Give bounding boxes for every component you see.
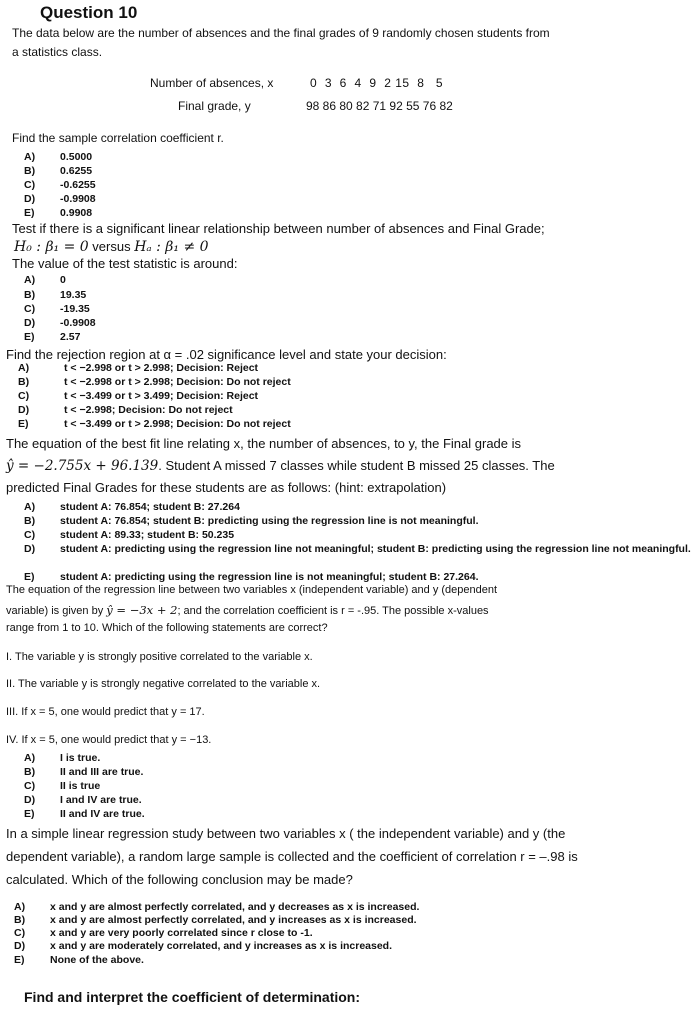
- table-y-label: Final grade, y: [178, 99, 251, 113]
- q1-option-e[interactable]: [24, 207, 92, 219]
- q4-option-d[interactable]: [24, 543, 692, 556]
- option-letter: B): [18, 376, 30, 388]
- q5-statement-1: I. The variable y is strongly positive correlated to the variable x.: [6, 651, 313, 663]
- option-letter: B): [24, 289, 36, 301]
- q4-line-2-text: . Student A missed 7 classes while student B missed 25 classes. The: [158, 458, 555, 473]
- q6-line-1: In a simple linear regression study between two variables x ( the independent variable) and y (the: [6, 826, 566, 841]
- q5-option-e[interactable]: [24, 808, 145, 820]
- q2-prompt-2: The value of the test statistic is around:: [12, 256, 238, 271]
- q5-option-a[interactable]: [24, 752, 100, 764]
- q6-line-2: dependent variable), a random large sample is collected and the coefficient of correlation r = –.98 is: [6, 849, 578, 864]
- option-text: II and IV are true.: [60, 808, 145, 820]
- option-text: I and IV are true.: [60, 794, 142, 806]
- q1-option-c[interactable]: [24, 179, 96, 191]
- hypothesis-versus: versus: [88, 239, 135, 254]
- regression-equation-2: ŷ = −3x + 2: [106, 603, 178, 617]
- option-letter: B): [24, 165, 36, 177]
- intro-line-1: The data below are the number of absences and the final grades of 9 randomly chosen students from: [12, 26, 550, 40]
- q3-prompt: Find the rejection region at α = .02 significance level and state your decision:: [6, 347, 447, 362]
- q6-option-b[interactable]: [14, 914, 417, 926]
- option-letter: C): [24, 303, 36, 315]
- option-letter: D): [18, 404, 30, 416]
- q4-option-c[interactable]: [24, 529, 234, 541]
- option-letter: A): [24, 752, 36, 764]
- q4-option-e[interactable]: [24, 571, 479, 583]
- option-text: t < −2.998 or t > 2.998; Decision: Reject: [64, 362, 259, 374]
- option-text: t < −2.998 or t > 2.998; Decision: Do not reject: [64, 376, 291, 388]
- table-x-label: Number of absences, x: [150, 76, 274, 90]
- q4-option-b[interactable]: [24, 515, 479, 527]
- q5-statement-3: III. If x = 5, one would predict that y = 17.: [6, 706, 205, 718]
- option-text: 0: [60, 274, 66, 286]
- q2-option-c[interactable]: [24, 303, 90, 315]
- q2-hypotheses: [14, 239, 209, 255]
- option-text: x and y are very poorly correlated since r close to -1.: [50, 927, 313, 939]
- option-letter: E): [18, 418, 29, 430]
- hypothesis-alternative: Hₐ : β₁ ≠ 0: [134, 239, 209, 255]
- q3-option-a[interactable]: [18, 362, 258, 374]
- question-title: Question 10: [40, 3, 138, 22]
- option-text: student A: 76.854; student B: predicting using the regression line is not meaningful.: [60, 515, 479, 527]
- option-text: student A: predicting using the regression line is not meaningful; student B: 27.264.: [60, 571, 479, 583]
- option-text: 0.9908: [60, 207, 93, 219]
- option-letter: C): [14, 927, 26, 939]
- q4-line-2: [6, 458, 555, 474]
- option-letter: E): [14, 954, 25, 966]
- option-letter: B): [24, 766, 36, 778]
- option-text: II is true: [60, 780, 101, 792]
- q2-option-e[interactable]: [24, 331, 80, 343]
- option-text: t < −3.499 or t > 2.998; Decision: Do not reject: [64, 418, 291, 430]
- q5-line-2-start: variable) is given by: [6, 605, 107, 617]
- option-text: None of the above.: [50, 954, 144, 966]
- option-text: I is true.: [60, 752, 101, 764]
- option-text: x and y are almost perfectly correlated, and y decreases as x is increased.: [50, 901, 420, 913]
- option-letter: A): [24, 274, 36, 286]
- option-letter: B): [24, 515, 36, 527]
- q6-line-3: calculated. Which of the following conclusion may be made?: [6, 872, 353, 887]
- option-letter: D): [24, 543, 36, 555]
- option-text: 0.6255: [60, 165, 93, 177]
- option-text: -0.9908: [60, 193, 96, 205]
- q6-option-d[interactable]: [14, 940, 392, 952]
- option-letter: A): [18, 362, 30, 374]
- q3-option-e[interactable]: [18, 418, 291, 430]
- option-text: 2.57: [60, 331, 81, 343]
- option-text: t < −3.499 or t > 3.499; Decision: Reject: [64, 390, 259, 402]
- option-letter: D): [24, 317, 36, 329]
- option-text: II and III are true.: [60, 766, 144, 778]
- option-letter: E): [24, 207, 35, 219]
- option-letter: E): [24, 331, 35, 343]
- q6-option-a[interactable]: [14, 901, 419, 913]
- q1-option-d[interactable]: [24, 193, 96, 205]
- q1-option-a[interactable]: [24, 151, 92, 163]
- option-text: student A: 76.854; student B: 27.264: [60, 501, 240, 513]
- option-text: -19.35: [60, 303, 90, 315]
- option-text: student A: 89.33; student B: 50.235: [60, 529, 235, 541]
- q2-option-b[interactable]: [24, 289, 86, 301]
- option-letter: D): [14, 940, 26, 952]
- intro-line-2: a statistics class.: [12, 45, 103, 59]
- q3-option-d[interactable]: [18, 404, 233, 416]
- option-letter: C): [18, 390, 30, 402]
- option-letter: D): [24, 193, 36, 205]
- option-text: 0.5000: [60, 151, 93, 163]
- q1-option-b[interactable]: [24, 165, 92, 177]
- option-letter: A): [14, 901, 26, 913]
- option-letter: D): [24, 794, 36, 806]
- option-letter: E): [24, 571, 35, 583]
- q3-option-b[interactable]: [18, 376, 291, 388]
- option-text: 19.35: [60, 289, 87, 301]
- q7-prompt: Find and interpret the coefficient of determination:: [24, 989, 361, 1005]
- q3-option-c[interactable]: [18, 390, 258, 402]
- option-letter: C): [24, 780, 36, 792]
- q5-line-1: The equation of the regression line between two variables x (independent variable) and y (dependent: [6, 584, 498, 596]
- q5-statement-4: IV. If x = 5, one would predict that y = −13.: [6, 734, 212, 746]
- q5-statement-2: II. The variable y is strongly negative correlated to the variable x.: [6, 678, 321, 690]
- q5-line-3: range from 1 to 10. Which of the following statements are correct?: [6, 622, 328, 634]
- q4-line-1: The equation of the best fit line relating x, the number of absences, to y, the Final grade is: [6, 436, 522, 451]
- q2-option-d[interactable]: [24, 317, 96, 329]
- option-letter: E): [24, 808, 35, 820]
- option-letter: A): [24, 151, 36, 163]
- q6-option-e[interactable]: [14, 954, 144, 966]
- table-y-values: 98 86 80 82 71 92 55 76 82: [306, 99, 453, 113]
- option-letter: A): [24, 501, 36, 513]
- q6-option-c[interactable]: [14, 927, 313, 939]
- option-text: student A: predicting using the regression line not meaningful; student B: predicting using the regression line not meaningful.: [60, 543, 691, 555]
- q5-option-b[interactable]: [24, 766, 143, 778]
- q5-line-2: [6, 603, 489, 617]
- q4-option-a[interactable]: [24, 501, 240, 513]
- q5-option-c[interactable]: [24, 780, 100, 792]
- table-x-values: 0 3 6 4 9 2 15 8 5: [310, 76, 444, 90]
- q4-line-3: predicted Final Grades for these students are as follows: (hint: extrapolation): [6, 480, 447, 495]
- option-letter: B): [14, 914, 26, 926]
- hypothesis-null: H₀ : β₁ = 0: [14, 239, 89, 255]
- q5-option-d[interactable]: [24, 794, 142, 806]
- q2-option-a[interactable]: [24, 274, 66, 286]
- option-text: -0.6255: [60, 179, 96, 191]
- option-text: x and y are moderately correlated, and y increases as x is increased.: [50, 940, 393, 952]
- option-letter: C): [24, 179, 36, 191]
- q1-prompt: Find the sample correlation coefficient r.: [12, 131, 224, 145]
- regression-equation: ŷ = −2.755x + 96.139: [6, 458, 159, 474]
- q5-line-2-end: ; and the correlation coefficient is r = -.95. The possible x-values: [177, 605, 489, 617]
- q2-prompt: Test if there is a significant linear relationship between number of absences and Final Grade;: [12, 221, 545, 236]
- option-letter: C): [24, 529, 36, 541]
- option-text: x and y are almost perfectly correlated, and y increases as x is increased.: [50, 914, 417, 926]
- option-text: -0.9908: [60, 317, 96, 329]
- option-text: t < −2.998; Decision: Do not reject: [64, 404, 233, 416]
